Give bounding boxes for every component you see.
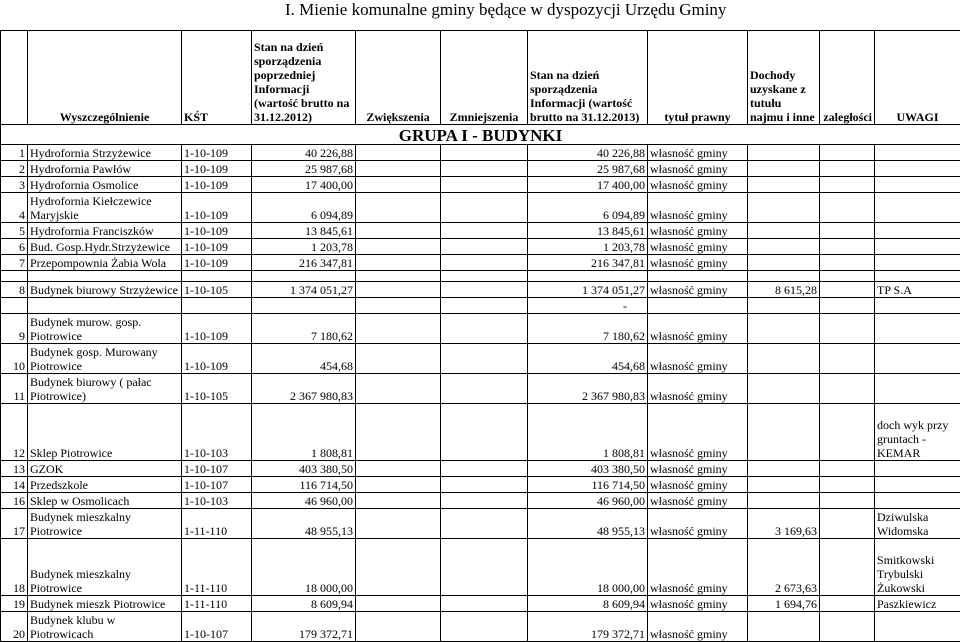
cell-arrears — [820, 493, 875, 509]
cell-kst: 1-10-109 — [182, 344, 252, 374]
header-kst: KŚT — [182, 31, 252, 125]
table-row — [1, 374, 960, 404]
cell-no: 11 — [1, 374, 28, 404]
header-increases: Zwiększenia — [356, 31, 441, 125]
cell-notes — [875, 493, 960, 509]
cell-inc — [356, 255, 441, 271]
cell-arrears — [820, 539, 875, 596]
cell-arrears — [820, 404, 875, 461]
cell-income: 2 673,63 — [748, 539, 820, 596]
cell-dec — [441, 344, 528, 374]
cell-name: Przepompownia Żabia Wola — [28, 255, 182, 271]
cell-notes — [875, 314, 960, 344]
cell-inc — [356, 374, 441, 404]
cell-title: własność gminy — [648, 223, 748, 239]
cell-name: Przedszkole — [28, 477, 182, 493]
cell-notes — [875, 193, 960, 223]
cell-no: 10 — [1, 344, 28, 374]
cell-arrears — [820, 223, 875, 239]
cell-income — [748, 477, 820, 493]
cell-inc — [356, 177, 441, 193]
cell-cur: 116 714,50 — [528, 477, 648, 493]
table-row — [1, 239, 960, 255]
cell-no: 8 — [1, 282, 28, 298]
cell-no: 14 — [1, 477, 28, 493]
cell-title: własność gminy — [648, 255, 748, 271]
cell-prev: 6 094,89 — [252, 193, 356, 223]
cell-inc — [356, 596, 441, 612]
minus-sign: - — [528, 298, 648, 314]
assets-table — [0, 30, 960, 642]
cell-dec — [441, 282, 528, 298]
cell-income — [748, 255, 820, 271]
cell-prev: 216 347,81 — [252, 255, 356, 271]
cell-title: własność gminy — [648, 509, 748, 539]
cell-inc — [356, 404, 441, 461]
cell-arrears — [820, 509, 875, 539]
cell-notes: doch wyk przy gruntach - KEMAR — [875, 404, 960, 461]
table-row — [1, 493, 960, 509]
cell-inc — [356, 161, 441, 177]
cell-name: Budynek murow. gosp. Piotrowice — [28, 314, 182, 344]
cell-inc — [356, 461, 441, 477]
cell-arrears — [820, 145, 875, 161]
cell-cur: 179 372,71 — [528, 612, 648, 642]
cell-notes — [875, 161, 960, 177]
cell-title: własność gminy — [648, 177, 748, 193]
cell-prev: 116 714,50 — [252, 477, 356, 493]
cell-no: 19 — [1, 596, 28, 612]
group-title: GRUPA I - BUDYNKI — [1, 125, 960, 145]
cell-inc — [356, 282, 441, 298]
cell-no: 4 — [1, 193, 28, 223]
cell-prev: 18 000,00 — [252, 539, 356, 596]
cell-no: 17 — [1, 509, 28, 539]
cell-name: Budynek klubu w Piotrowicach — [28, 612, 182, 642]
cell-dec — [441, 193, 528, 223]
cell-arrears — [820, 282, 875, 298]
cell-inc — [356, 477, 441, 493]
cell-dec — [441, 539, 528, 596]
cell-title: własność gminy — [648, 539, 748, 596]
cell-notes: Dziwulska Widomska — [875, 509, 960, 539]
table-row — [1, 477, 960, 493]
cell-cur: 8 609,94 — [528, 596, 648, 612]
cell-notes — [875, 344, 960, 374]
cell-kst: 1-10-109 — [182, 161, 252, 177]
cell-no: 3 — [1, 177, 28, 193]
cell-dec — [441, 493, 528, 509]
cell-income: 1 694,76 — [748, 596, 820, 612]
cell-cur: 1 374 051,27 — [528, 282, 648, 298]
cell-arrears — [820, 314, 875, 344]
cell-kst: 1-10-107 — [182, 477, 252, 493]
cell-dec — [441, 161, 528, 177]
group-row — [1, 125, 960, 145]
cell-income: 8 615,28 — [748, 282, 820, 298]
cell-title: własność gminy — [648, 193, 748, 223]
cell-prev: 46 960,00 — [252, 493, 356, 509]
table-row — [1, 145, 960, 161]
cell-cur: 2 367 980,83 — [528, 374, 648, 404]
cell-income — [748, 404, 820, 461]
table-row — [1, 193, 960, 223]
cell-inc — [356, 239, 441, 255]
cell-income: 3 169,63 — [748, 509, 820, 539]
table-row — [1, 404, 960, 461]
table-row — [1, 612, 960, 642]
cell-notes — [875, 177, 960, 193]
table-row — [1, 255, 960, 271]
cell-title: własność gminy — [648, 612, 748, 642]
cell-cur: 40 226,88 — [528, 145, 648, 161]
cell-kst: 1-10-105 — [182, 282, 252, 298]
cell-arrears — [820, 344, 875, 374]
cell-kst: 1-10-105 — [182, 374, 252, 404]
cell-title: własność gminy — [648, 282, 748, 298]
cell-title: własność gminy — [648, 314, 748, 344]
cell-prev: 25 987,68 — [252, 161, 356, 177]
cell-no: 13 — [1, 461, 28, 477]
cell-arrears — [820, 461, 875, 477]
cell-dec — [441, 477, 528, 493]
cell-prev: 8 609,94 — [252, 596, 356, 612]
cell-title: własność gminy — [648, 344, 748, 374]
cell-arrears — [820, 177, 875, 193]
cell-notes — [875, 145, 960, 161]
cell-dec — [441, 145, 528, 161]
cell-cur: 17 400,00 — [528, 177, 648, 193]
cell-title: własność gminy — [648, 477, 748, 493]
cell-income — [748, 193, 820, 223]
table-row — [1, 344, 960, 374]
cell-cur: 1 203,78 — [528, 239, 648, 255]
cell-inc — [356, 539, 441, 596]
cell-inc — [356, 509, 441, 539]
cell-name: Budynek biurowy ( pałac Piotrowice) — [28, 374, 182, 404]
cell-prev: 1 808,81 — [252, 404, 356, 461]
cell-income — [748, 177, 820, 193]
cell-arrears — [820, 374, 875, 404]
header-current-state: Stan na dzień sporządzenia Informacji (wartość brutto na 31.12.2013) — [528, 31, 648, 125]
cell-title: własność gminy — [648, 239, 748, 255]
cell-cur: 403 380,50 — [528, 461, 648, 477]
cell-prev: 1 203,78 — [252, 239, 356, 255]
cell-name: Bud. Gosp.Hydr.Strzyżewice — [28, 239, 182, 255]
cell-arrears — [820, 161, 875, 177]
cell-cur: 46 960,00 — [528, 493, 648, 509]
cell-notes — [875, 239, 960, 255]
cell-cur: 25 987,68 — [528, 161, 648, 177]
cell-prev: 7 180,62 — [252, 314, 356, 344]
cell-prev: 454,68 — [252, 344, 356, 374]
cell-cur: 13 845,61 — [528, 223, 648, 239]
cell-kst: 1-10-103 — [182, 404, 252, 461]
cell-no: 6 — [1, 239, 28, 255]
cell-name: Hydrofornia Kiełczewice Maryjskie — [28, 193, 182, 223]
cell-dec — [441, 404, 528, 461]
cell-income — [748, 223, 820, 239]
cell-income — [748, 374, 820, 404]
cell-name: Hydrofornia Franciszków — [28, 223, 182, 239]
table-row — [1, 223, 960, 239]
cell-notes: TP S.A — [875, 282, 960, 298]
cell-prev: 40 226,88 — [252, 145, 356, 161]
cell-income — [748, 161, 820, 177]
header-no — [1, 31, 28, 125]
cell-kst: 1-11-110 — [182, 539, 252, 596]
cell-dec — [441, 612, 528, 642]
cell-prev: 1 374 051,27 — [252, 282, 356, 298]
cell-dec — [441, 374, 528, 404]
cell-no: 20 — [1, 612, 28, 642]
table-row — [1, 161, 960, 177]
cell-kst: 1-10-109 — [182, 193, 252, 223]
table-row — [1, 314, 960, 344]
cell-prev: 17 400,00 — [252, 177, 356, 193]
cell-cur: 6 094,89 — [528, 193, 648, 223]
cell-no: 12 — [1, 404, 28, 461]
cell-title: własność gminy — [648, 145, 748, 161]
cell-inc — [356, 314, 441, 344]
cell-name: Budynek mieszkalny Piotrowice — [28, 509, 182, 539]
cell-no: 16 — [1, 493, 28, 509]
cell-inc — [356, 145, 441, 161]
cell-no: 9 — [1, 314, 28, 344]
table-row — [1, 539, 960, 596]
cell-arrears — [820, 477, 875, 493]
cell-notes — [875, 612, 960, 642]
cell-inc — [356, 493, 441, 509]
cell-kst: 1-11-110 — [182, 509, 252, 539]
header-arrears: zaległości — [820, 31, 875, 125]
spacer-row — [1, 271, 960, 282]
header-decreases: Zmniejszenia — [441, 31, 528, 125]
cell-no: 1 — [1, 145, 28, 161]
cell-title: własność gminy — [648, 461, 748, 477]
cell-dec — [441, 223, 528, 239]
cell-name: Budynek gosp. Murowany Piotrowice — [28, 344, 182, 374]
cell-notes — [875, 223, 960, 239]
cell-name: Budynek biurowy Strzyżewice — [28, 282, 182, 298]
table-row — [1, 461, 960, 477]
header-legal-title: tytuł prawny — [648, 31, 748, 125]
cell-income — [748, 493, 820, 509]
cell-arrears — [820, 239, 875, 255]
cell-cur: 216 347,81 — [528, 255, 648, 271]
cell-kst: 1-10-109 — [182, 314, 252, 344]
cell-cur: 18 000,00 — [528, 539, 648, 596]
table-row — [1, 596, 960, 612]
cell-title: własność gminy — [648, 404, 748, 461]
header-description: Wyszczególnienie — [28, 31, 182, 125]
cell-kst: 1-10-103 — [182, 493, 252, 509]
document-title: I. Mienie komunalne gminy będące w dyspozycji Urzędu Gminy — [285, 0, 726, 20]
cell-no: 2 — [1, 161, 28, 177]
cell-notes — [875, 374, 960, 404]
cell-notes: Paszkiewicz — [875, 596, 960, 612]
cell-arrears — [820, 193, 875, 223]
cell-title: własność gminy — [648, 161, 748, 177]
cell-dec — [441, 596, 528, 612]
cell-kst: 1-10-109 — [182, 177, 252, 193]
cell-notes — [875, 461, 960, 477]
cell-income — [748, 461, 820, 477]
header-income: Dochody uzyskane z tutułu najmu i inne — [748, 31, 820, 125]
cell-income — [748, 145, 820, 161]
header-row — [1, 31, 960, 125]
cell-cur: 48 955,13 — [528, 509, 648, 539]
cell-cur: 454,68 — [528, 344, 648, 374]
cell-income — [748, 612, 820, 642]
table-row — [1, 177, 960, 193]
cell-name: Budynek mieszk Piotrowice — [28, 596, 182, 612]
cell-kst: 1-11-110 — [182, 596, 252, 612]
cell-kst: 1-10-109 — [182, 223, 252, 239]
cell-inc — [356, 344, 441, 374]
minus-row — [1, 298, 960, 314]
cell-no: 18 — [1, 539, 28, 596]
cell-cur: 7 180,62 — [528, 314, 648, 344]
cell-name: Sklep Piotrowice — [28, 404, 182, 461]
cell-dec — [441, 239, 528, 255]
cell-dec — [441, 177, 528, 193]
table-row — [1, 282, 960, 298]
cell-notes — [875, 477, 960, 493]
cell-kst: 1-10-109 — [182, 239, 252, 255]
cell-prev: 179 372,71 — [252, 612, 356, 642]
cell-prev: 403 380,50 — [252, 461, 356, 477]
cell-prev: 2 367 980,83 — [252, 374, 356, 404]
cell-dec — [441, 461, 528, 477]
cell-name: GZOK — [28, 461, 182, 477]
table-row — [1, 509, 960, 539]
cell-title: własność gminy — [648, 596, 748, 612]
cell-no: 7 — [1, 255, 28, 271]
header-previous-state: Stan na dzień sporządzenia poprzedniej Informacji (wartość brutto na 31.12.2012) — [252, 31, 356, 125]
cell-notes — [875, 255, 960, 271]
cell-title: własność gminy — [648, 374, 748, 404]
cell-name: Budynek mieszkalny Piotrowice — [28, 539, 182, 596]
cell-arrears — [820, 612, 875, 642]
cell-dec — [441, 509, 528, 539]
cell-cur: 1 808,81 — [528, 404, 648, 461]
cell-no: 5 — [1, 223, 28, 239]
cell-name: Hydrofornia Osmolice — [28, 177, 182, 193]
cell-dec — [441, 314, 528, 344]
cell-prev: 13 845,61 — [252, 223, 356, 239]
cell-name: Sklep w Osmolicach — [28, 493, 182, 509]
cell-inc — [356, 612, 441, 642]
cell-inc — [356, 223, 441, 239]
cell-inc — [356, 193, 441, 223]
cell-arrears — [820, 255, 875, 271]
cell-arrears — [820, 596, 875, 612]
cell-income — [748, 239, 820, 255]
cell-kst: 1-10-107 — [182, 461, 252, 477]
cell-name: Hydrofornia Strzyżewice — [28, 145, 182, 161]
cell-kst: 1-10-107 — [182, 612, 252, 642]
header-notes: UWAGI — [875, 31, 960, 125]
table-body — [1, 145, 960, 642]
cell-income — [748, 344, 820, 374]
cell-income — [748, 314, 820, 344]
cell-title: własność gminy — [648, 493, 748, 509]
cell-name: Hydrofornia Pawłów — [28, 161, 182, 177]
cell-prev: 48 955,13 — [252, 509, 356, 539]
cell-kst: 1-10-109 — [182, 145, 252, 161]
cell-dec — [441, 255, 528, 271]
cell-notes: Smitkowski Trybulski Żukowski — [875, 539, 960, 596]
cell-kst: 1-10-109 — [182, 255, 252, 271]
